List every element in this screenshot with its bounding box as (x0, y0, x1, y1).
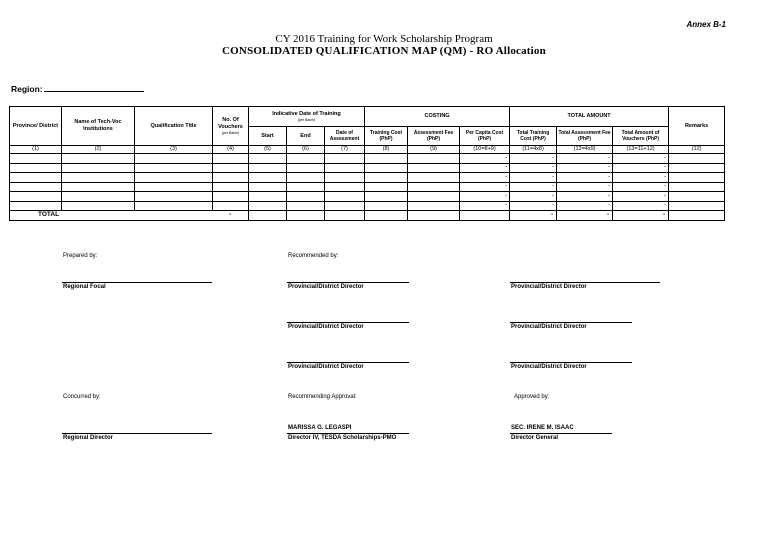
header-total-vouchers: Total Amount of Vouchers (PhP) (613, 127, 669, 146)
recommending-approval-caption: Recommending Approval: (288, 394, 357, 400)
header-province: Province/ District (10, 107, 62, 146)
total-training-cell: - (510, 173, 557, 183)
total-assessment-sum: - (557, 211, 613, 221)
region-label: Region: (11, 84, 43, 94)
pd-director-title: Provincial/District Director (288, 324, 364, 330)
total-vouchers-cell: - (613, 173, 669, 183)
total-assessment-cell: - (557, 201, 613, 211)
col-num: (1) (10, 146, 62, 154)
table-row (10, 163, 725, 173)
header-vouchers-label: No. Of Vouchers (218, 116, 243, 130)
per-capita-cell: - (460, 163, 510, 173)
signature-line (62, 433, 212, 434)
col-num: (10=8+9) (460, 146, 510, 154)
header-start: Start (249, 127, 287, 146)
isaac-title: Director General (511, 435, 559, 441)
col-num: (12=4x9) (557, 146, 613, 154)
col-num: (13=11+12) (613, 146, 669, 154)
header-assessment-fee: Assessment Fee (PhP) (408, 127, 460, 146)
total-training-cell: - (510, 154, 557, 164)
total-vouchers-sum: - (613, 211, 669, 221)
per-capita-cell: - (460, 192, 510, 202)
header-training-cost: Training Cost (PhP) (365, 127, 408, 146)
header-tvi: Name of Tech-Voc Institutions (62, 107, 135, 146)
signature-line (287, 282, 409, 283)
col-num: (3) (135, 146, 213, 154)
header-total-assessment: Total Assessment Fee (PhP) (557, 127, 613, 146)
header-indicative-sub: (per Batch) (297, 117, 316, 122)
col-num: (2) (62, 146, 135, 154)
region-field (11, 84, 144, 94)
signature-line (510, 282, 660, 283)
total-training-cell: - (510, 201, 557, 211)
total-training-cell: - (510, 182, 557, 192)
total-vouchers-cell: - (613, 163, 669, 173)
column-number-row (10, 146, 725, 154)
total-assessment-cell: - (557, 163, 613, 173)
total-vouchers-cell: - (613, 192, 669, 202)
col-num: (12) (669, 146, 725, 154)
pd-director-title: Provincial/District Director (288, 284, 364, 290)
regional-focal-title: Regional Focal (63, 284, 106, 290)
header-indicative-label: Indicative Date of Training (272, 110, 341, 117)
header-total-amount: TOTAL AMOUNT (510, 107, 669, 127)
total-training-cell: - (510, 163, 557, 173)
total-vouchers-cell: - (613, 182, 669, 192)
total-assessment-cell: - (557, 192, 613, 202)
signature-line (510, 433, 612, 434)
total-assessment-cell: - (557, 154, 613, 164)
col-num: (9) (408, 146, 460, 154)
signature-line (287, 322, 409, 323)
col-num: (6) (287, 146, 325, 154)
header-date-assessment: Date of Assessment (325, 127, 365, 146)
col-num: (7) (325, 146, 365, 154)
header-qualification: Qualification Title (135, 107, 213, 146)
total-row (10, 211, 725, 221)
signature-line (287, 362, 409, 363)
col-num: (4) (213, 146, 249, 154)
pd-director-title: Provincial/District Director (511, 284, 587, 290)
table-row (10, 154, 725, 164)
signature-line (510, 322, 632, 323)
header-costing: COSTING (365, 107, 510, 127)
legaspi-name: MARISSA G. LEGASPI (288, 425, 352, 431)
total-assessment-cell: - (557, 182, 613, 192)
col-num: (11=4x8) (510, 146, 557, 154)
pd-director-title: Provincial/District Director (511, 364, 587, 370)
per-capita-cell: - (460, 182, 510, 192)
recommended-by-caption: Recommended by: (288, 253, 339, 259)
isaac-name: SEC. IRENE M. ISAAC (511, 425, 574, 431)
pd-director-title: Provincial/District Director (511, 324, 587, 330)
col-num: (5) (249, 146, 287, 154)
signature-line (287, 433, 409, 434)
header-end: End (287, 127, 325, 146)
total-vouchers-cell: - (613, 201, 669, 211)
table-row (10, 182, 725, 192)
total-assessment-cell: - (557, 173, 613, 183)
per-capita-cell: - (460, 201, 510, 211)
total-training-sum: - (510, 211, 557, 221)
total-vouchers-cell: - (613, 154, 669, 164)
signature-line (62, 282, 212, 283)
per-capita-cell: - (460, 173, 510, 183)
regional-director-title: Regional Director (63, 435, 114, 441)
program-title: CY 2016 Training for Work Scholarship Program (275, 33, 493, 45)
pd-director-title: Provincial/District Director (288, 364, 364, 370)
concurred-by-caption: Concurred by: (63, 394, 101, 400)
header-remarks: Remarks (669, 107, 725, 146)
qualification-map-table (9, 106, 725, 221)
signature-line (510, 362, 632, 363)
region-blank-line (44, 84, 144, 92)
header-vouchers (213, 107, 249, 146)
total-training-cell: - (510, 192, 557, 202)
legaspi-title: Director IV, TESDA Scholarships-PMO (288, 435, 397, 441)
total-label: TOTAL (10, 211, 135, 221)
table-row (10, 192, 725, 202)
total-vouchers-count: - (213, 211, 249, 221)
header-per-capita: Per Capita Cost (PhP) (460, 127, 510, 146)
col-num: (8) (365, 146, 408, 154)
annex-label: Annex B-1 (686, 20, 726, 29)
table-row (10, 201, 725, 211)
document-title: CONSOLIDATED QUALIFICATION MAP (QM) - RO Allocation (222, 45, 546, 57)
approved-by-caption: Approved by: (514, 394, 550, 400)
header-total-training: Total Training Cost (PhP) (510, 127, 557, 146)
prepared-by-caption: Prepared by: (63, 253, 98, 259)
header-indicative (249, 107, 365, 127)
table-row (10, 173, 725, 183)
per-capita-cell: - (460, 154, 510, 164)
header-vouchers-sub: (per Batch) (221, 130, 240, 135)
